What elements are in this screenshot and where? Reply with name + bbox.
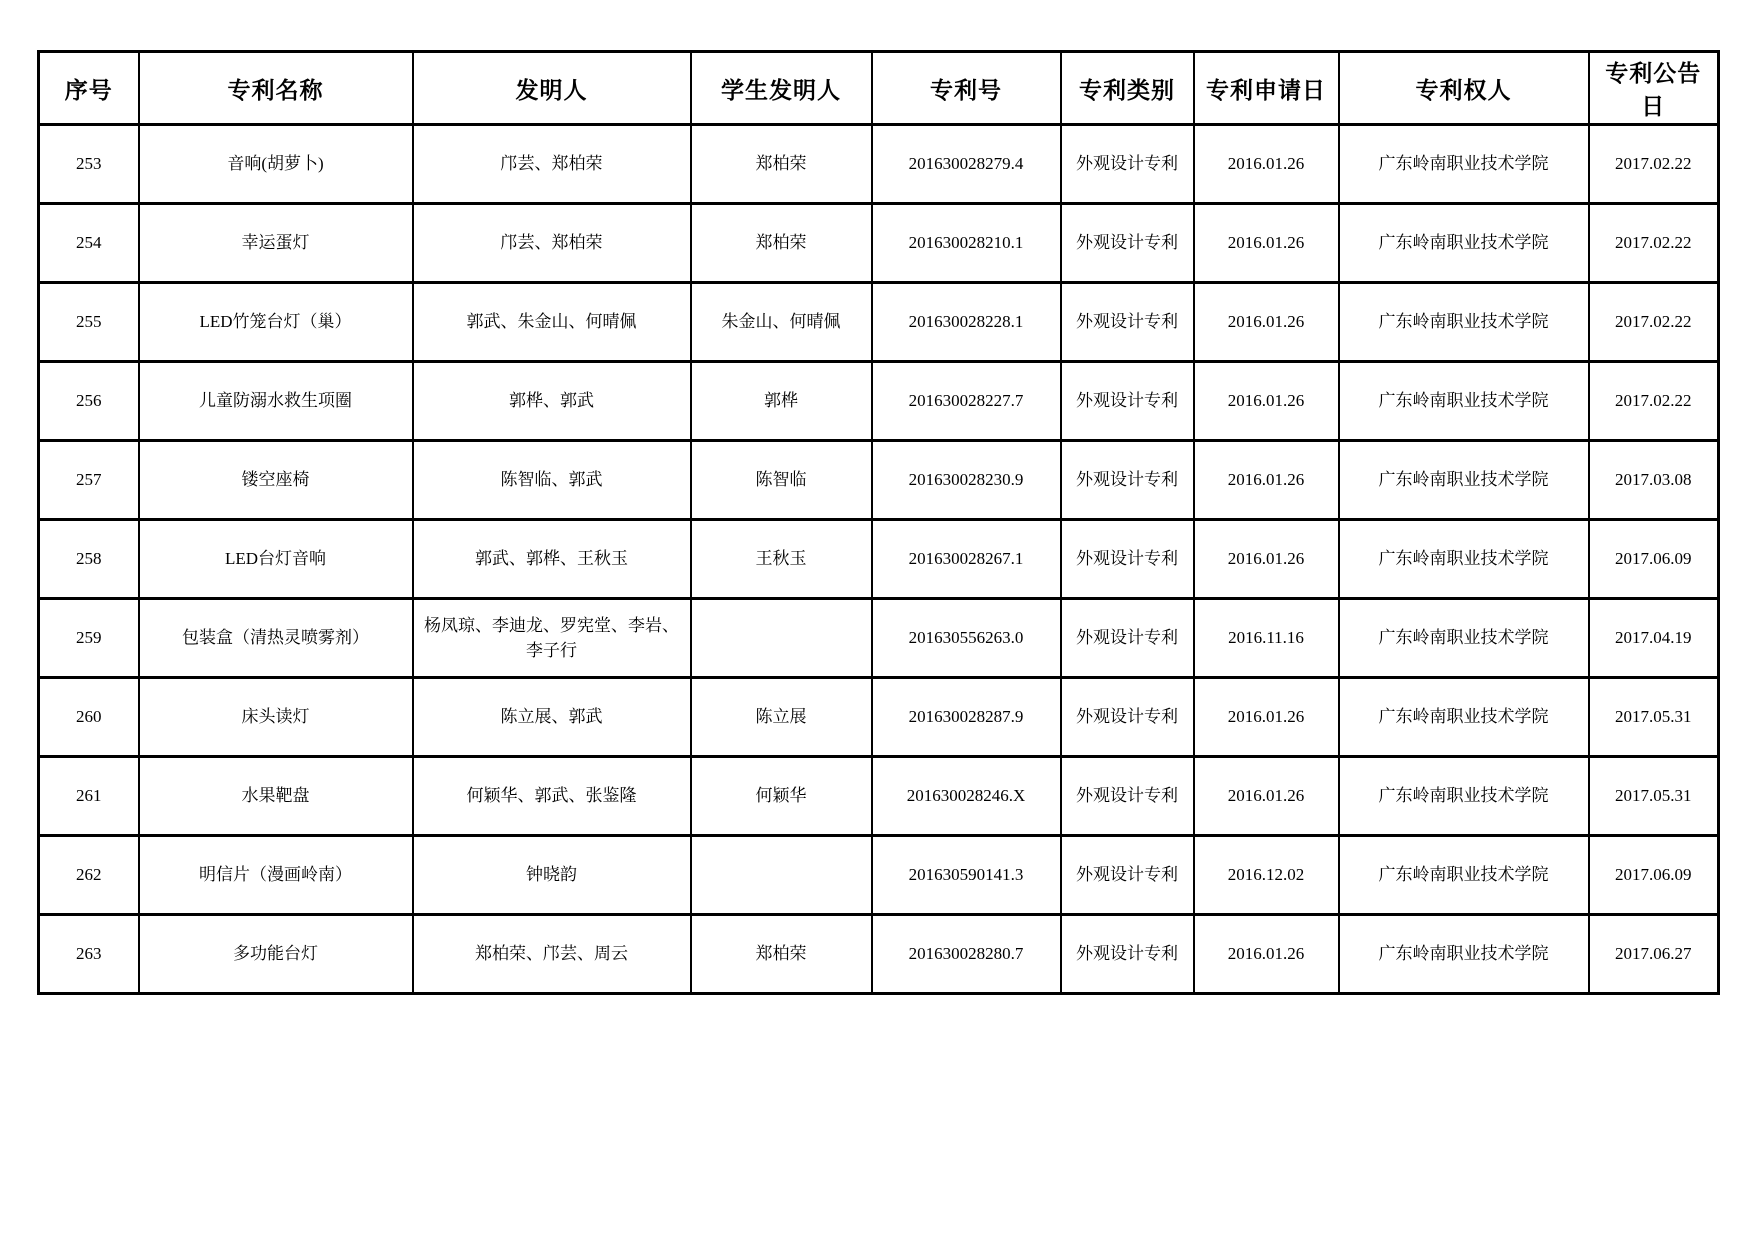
cell-owner: 广东岭南职业技术学院 (1339, 915, 1589, 994)
cell-publish-date: 2017.04.19 (1589, 599, 1719, 678)
cell-owner: 广东岭南职业技术学院 (1339, 125, 1589, 204)
table-row (39, 836, 1719, 915)
table-row (39, 441, 1719, 520)
cell-apply-date: 2016.01.26 (1194, 125, 1339, 204)
cell-category: 外观设计专利 (1061, 678, 1194, 757)
cell-publish-date: 2017.02.22 (1589, 362, 1719, 441)
cell-student-inventors: 郭桦 (691, 362, 872, 441)
cell-owner: 广东岭南职业技术学院 (1339, 204, 1589, 283)
cell-name: 明信片（漫画岭南） (139, 836, 413, 915)
table-body (39, 125, 1719, 994)
cell-inventors: 邝芸、郑柏荣 (413, 125, 691, 204)
cell-owner: 广东岭南职业技术学院 (1339, 836, 1589, 915)
cell-patent-no: 201630028280.7 (872, 915, 1061, 994)
cell-apply-date: 2016.01.26 (1194, 362, 1339, 441)
cell-category: 外观设计专利 (1061, 757, 1194, 836)
cell-publish-date: 2017.06.09 (1589, 836, 1719, 915)
cell-index: 254 (39, 204, 139, 283)
cell-apply-date: 2016.01.26 (1194, 441, 1339, 520)
cell-apply-date: 2016.01.26 (1194, 204, 1339, 283)
cell-patent-no: 201630028228.1 (872, 283, 1061, 362)
table-header-row (39, 52, 1719, 125)
cell-inventors: 郭武、郭桦、王秋玉 (413, 520, 691, 599)
cell-category: 外观设计专利 (1061, 520, 1194, 599)
cell-category: 外观设计专利 (1061, 125, 1194, 204)
header-index: 序号 (39, 52, 139, 125)
cell-inventors: 杨凤琼、李迪龙、罗宪堂、李岩、李子行 (413, 599, 691, 678)
cell-publish-date: 2017.03.08 (1589, 441, 1719, 520)
cell-student-inventors: 何颖华 (691, 757, 872, 836)
cell-index: 255 (39, 283, 139, 362)
cell-student-inventors (691, 836, 872, 915)
cell-inventors: 何颖华、郭武、张鉴隆 (413, 757, 691, 836)
cell-name: 水果靶盘 (139, 757, 413, 836)
cell-student-inventors: 王秋玉 (691, 520, 872, 599)
cell-patent-no: 201630556263.0 (872, 599, 1061, 678)
cell-name: LED竹笼台灯（巢） (139, 283, 413, 362)
cell-index: 257 (39, 441, 139, 520)
cell-name: 床头读灯 (139, 678, 413, 757)
cell-category: 外观设计专利 (1061, 283, 1194, 362)
cell-name: LED台灯音响 (139, 520, 413, 599)
cell-category: 外观设计专利 (1061, 915, 1194, 994)
cell-publish-date: 2017.02.22 (1589, 204, 1719, 283)
header-inventors: 发明人 (413, 52, 691, 125)
table-row (39, 362, 1719, 441)
cell-category: 外观设计专利 (1061, 836, 1194, 915)
cell-inventors: 陈智临、郭武 (413, 441, 691, 520)
cell-inventors: 陈立展、郭武 (413, 678, 691, 757)
cell-publish-date: 2017.05.31 (1589, 757, 1719, 836)
cell-index: 262 (39, 836, 139, 915)
patent-list-table (37, 50, 1720, 995)
header-patent-no: 专利号 (872, 52, 1061, 125)
cell-patent-no: 201630590141.3 (872, 836, 1061, 915)
cell-publish-date: 2017.06.09 (1589, 520, 1719, 599)
cell-name: 镂空座椅 (139, 441, 413, 520)
table-row (39, 599, 1719, 678)
cell-apply-date: 2016.01.26 (1194, 283, 1339, 362)
cell-patent-no: 201630028246.X (872, 757, 1061, 836)
cell-owner: 广东岭南职业技术学院 (1339, 678, 1589, 757)
header-owner: 专利权人 (1339, 52, 1589, 125)
cell-inventors: 郭武、朱金山、何晴佩 (413, 283, 691, 362)
cell-student-inventors: 陈立展 (691, 678, 872, 757)
cell-inventors: 邝芸、郑柏荣 (413, 204, 691, 283)
header-patent-name: 专利名称 (139, 52, 413, 125)
table-row (39, 283, 1719, 362)
cell-index: 259 (39, 599, 139, 678)
cell-patent-no: 201630028227.7 (872, 362, 1061, 441)
table-row (39, 520, 1719, 599)
cell-name: 包装盒（清热灵喷雾剂） (139, 599, 413, 678)
table-row (39, 678, 1719, 757)
cell-publish-date: 2017.05.31 (1589, 678, 1719, 757)
cell-owner: 广东岭南职业技术学院 (1339, 362, 1589, 441)
cell-apply-date: 2016.12.02 (1194, 836, 1339, 915)
header-publish-date: 专利公告日 (1589, 52, 1719, 125)
cell-apply-date: 2016.11.16 (1194, 599, 1339, 678)
header-apply-date: 专利申请日 (1194, 52, 1339, 125)
cell-category: 外观设计专利 (1061, 599, 1194, 678)
cell-owner: 广东岭南职业技术学院 (1339, 757, 1589, 836)
cell-name: 音响(胡萝卜) (139, 125, 413, 204)
cell-owner: 广东岭南职业技术学院 (1339, 599, 1589, 678)
cell-inventors: 郑柏荣、邝芸、周云 (413, 915, 691, 994)
table-row (39, 757, 1719, 836)
cell-student-inventors: 郑柏荣 (691, 204, 872, 283)
cell-apply-date: 2016.01.26 (1194, 757, 1339, 836)
cell-index: 253 (39, 125, 139, 204)
cell-inventors: 郭桦、郭武 (413, 362, 691, 441)
table-row (39, 204, 1719, 283)
cell-category: 外观设计专利 (1061, 204, 1194, 283)
cell-student-inventors: 陈智临 (691, 441, 872, 520)
table-row (39, 915, 1719, 994)
cell-student-inventors: 郑柏荣 (691, 915, 872, 994)
cell-student-inventors: 朱金山、何晴佩 (691, 283, 872, 362)
cell-index: 258 (39, 520, 139, 599)
cell-category: 外观设计专利 (1061, 362, 1194, 441)
cell-category: 外观设计专利 (1061, 441, 1194, 520)
cell-publish-date: 2017.02.22 (1589, 283, 1719, 362)
cell-patent-no: 201630028267.1 (872, 520, 1061, 599)
table-row (39, 125, 1719, 204)
cell-owner: 广东岭南职业技术学院 (1339, 283, 1589, 362)
cell-publish-date: 2017.02.22 (1589, 125, 1719, 204)
cell-index: 263 (39, 915, 139, 994)
header-category: 专利类别 (1061, 52, 1194, 125)
cell-name: 多功能台灯 (139, 915, 413, 994)
cell-inventors: 钟晓韵 (413, 836, 691, 915)
cell-apply-date: 2016.01.26 (1194, 520, 1339, 599)
cell-name: 幸运蛋灯 (139, 204, 413, 283)
cell-student-inventors: 郑柏荣 (691, 125, 872, 204)
cell-patent-no: 201630028279.4 (872, 125, 1061, 204)
cell-index: 256 (39, 362, 139, 441)
cell-name: 儿童防溺水救生项圈 (139, 362, 413, 441)
cell-owner: 广东岭南职业技术学院 (1339, 441, 1589, 520)
cell-index: 260 (39, 678, 139, 757)
header-student-inventors: 学生发明人 (691, 52, 872, 125)
cell-apply-date: 2016.01.26 (1194, 915, 1339, 994)
cell-publish-date: 2017.06.27 (1589, 915, 1719, 994)
cell-apply-date: 2016.01.26 (1194, 678, 1339, 757)
cell-patent-no: 201630028287.9 (872, 678, 1061, 757)
cell-student-inventors (691, 599, 872, 678)
cell-patent-no: 201630028210.1 (872, 204, 1061, 283)
cell-owner: 广东岭南职业技术学院 (1339, 520, 1589, 599)
cell-patent-no: 201630028230.9 (872, 441, 1061, 520)
cell-index: 261 (39, 757, 139, 836)
